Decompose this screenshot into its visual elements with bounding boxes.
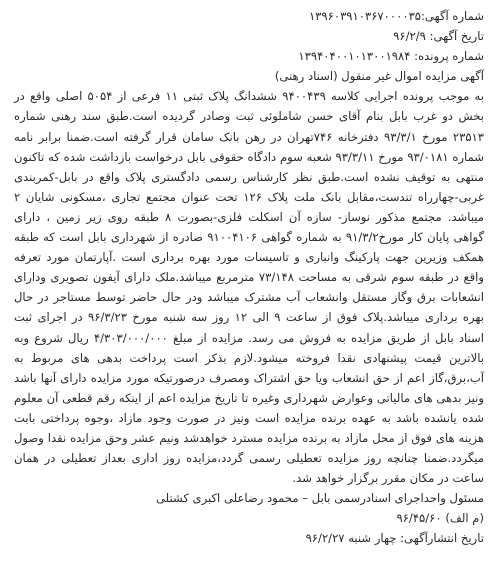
reference-code: (م الف) ۹۶/۴۵/۶۰ xyxy=(396,511,484,526)
notice-date: تاریخ آگهی: ۹۶/۲/۹ xyxy=(393,29,484,44)
notice-body: به موجب پرونده اجرایی کلاسه ۹۴۰۰۴۳۹ ششدانگ پلاک ثبتی ۱۱ فرعی از ۵۰۵۴ اصلی واقع در بخش دو غرب بابل بنام آقای حسن شاملوئی ثبت وصادر گردیده است.طبق سند رهنی شماره ۲۳۵۱۳ مورخ ۹۳/۳/۱ دفترخانه ۷۴۶تهران در رهن بانک سامان قرار گرفته است.ضمنا برابر نامه شماره ۹۳/۰۱۸۱ مورخ ۹۳/۳/۱۱ شعبه سوم دادگاه حقوقی بابل درخواست بازداشت شده که تاکنون منتهی به توقیف نشده است.طبق نظر کارشناس رسمی دادگستری پلاک واقع در بابل-کمربندی غربی-چهارراه تندست،مقابل بانک ملت پلاک ۱۲۶ تحت عنوان مجتمع تجاری ،مسکونی شایان ۲ میباشد. مجتمع مذکور نوساز- سازه آن اسکلت فلزی-بصورت ۸ طبقه روی زیر زمین ، دارای گواهی پایان کار مورخ۹۱/۳/۲ به شماره گواهی ۹۱۰۰۴۱۰۶ صادره از شهرداری بابل است که طبقه همکف وزیرین جهت پارکینگ وانباری و تاسیسات مورد بهره برداری است .آپارتمان مورد تعرفه واقع در طبقه سوم شرقی به مساحت ۷۳/۱۴۸ مترمربع میباشد.ملک دارای آیفون تصویری ودارای انشعابات برق وگاز مستقل وانشعاب آب مشترک میباشد ودر حال حاضر توسط مستاجر در حال بهره برداری میباشد.پلاک فوق از ساعت ۹ الی ۱۲ روز سه شنبه مورخ ۹۶/۳/۲۳ در اجرای ثبت اسناد بابل از طریق مزایده به فروش می رسد. مزایده از مبلغ ۴/۳۰۳/۰۰۰/۰۰۰ ریال شروع وبه بالاترین قیمت پیشنهادی نقدا فروخته میشود.لازم بذکر است پرداخت بدهی های مربوط به آب،برق،گاز اعم از حق انشعاب ویا حق اشتراک ومصرف درصورتیکه مورد مزایده دارای آنها باشد ونیز بدهی های مالیاتی وعوارض شهرداری وغیره تا تاریخ مزایده اعم از اینکه رقم قطعی آن معلوم شده یانشده باشد به عهده برنده مزایده است ونیز در صورت وجود مازاد ،وجوه پرداختی بابت هزینه های فوق از محل مازاد به برنده مزایده مسترد خواهدشد ونیم عشر وحق مزایده نقدا وصول میگردد.ضمنا چنانچه روز مزایده تعطیلی رسمی گردد،مزایده روز اداری بعداز تعطیلی در همان ساعت در مکان مقرر برگزار خواهد شد. xyxy=(14,89,485,486)
signature: مسئول واحداجرای اسنادرسمی بابل – محمود رضاعلی اکبری کشتلی xyxy=(156,491,484,506)
notice-title: آگهی مزایده اموال غیر منقول (اسناد رهنی) xyxy=(274,69,484,84)
case-number: شماره پرونده: ۱۳۹۴۰۴۰۰۱۰۱۳۰۰۱۹۸۴ xyxy=(298,49,484,64)
publish-date: تاریخ انتشارآگهی: چهار شنبه ۹۶/۲/۲۷ xyxy=(305,531,484,546)
notice-number: شماره آگهی:۱۳۹۶۰۳۹۱۰۳۶۷۰۰۰۰۳۵ xyxy=(308,9,484,23)
legal-notice xyxy=(14,6,484,570)
